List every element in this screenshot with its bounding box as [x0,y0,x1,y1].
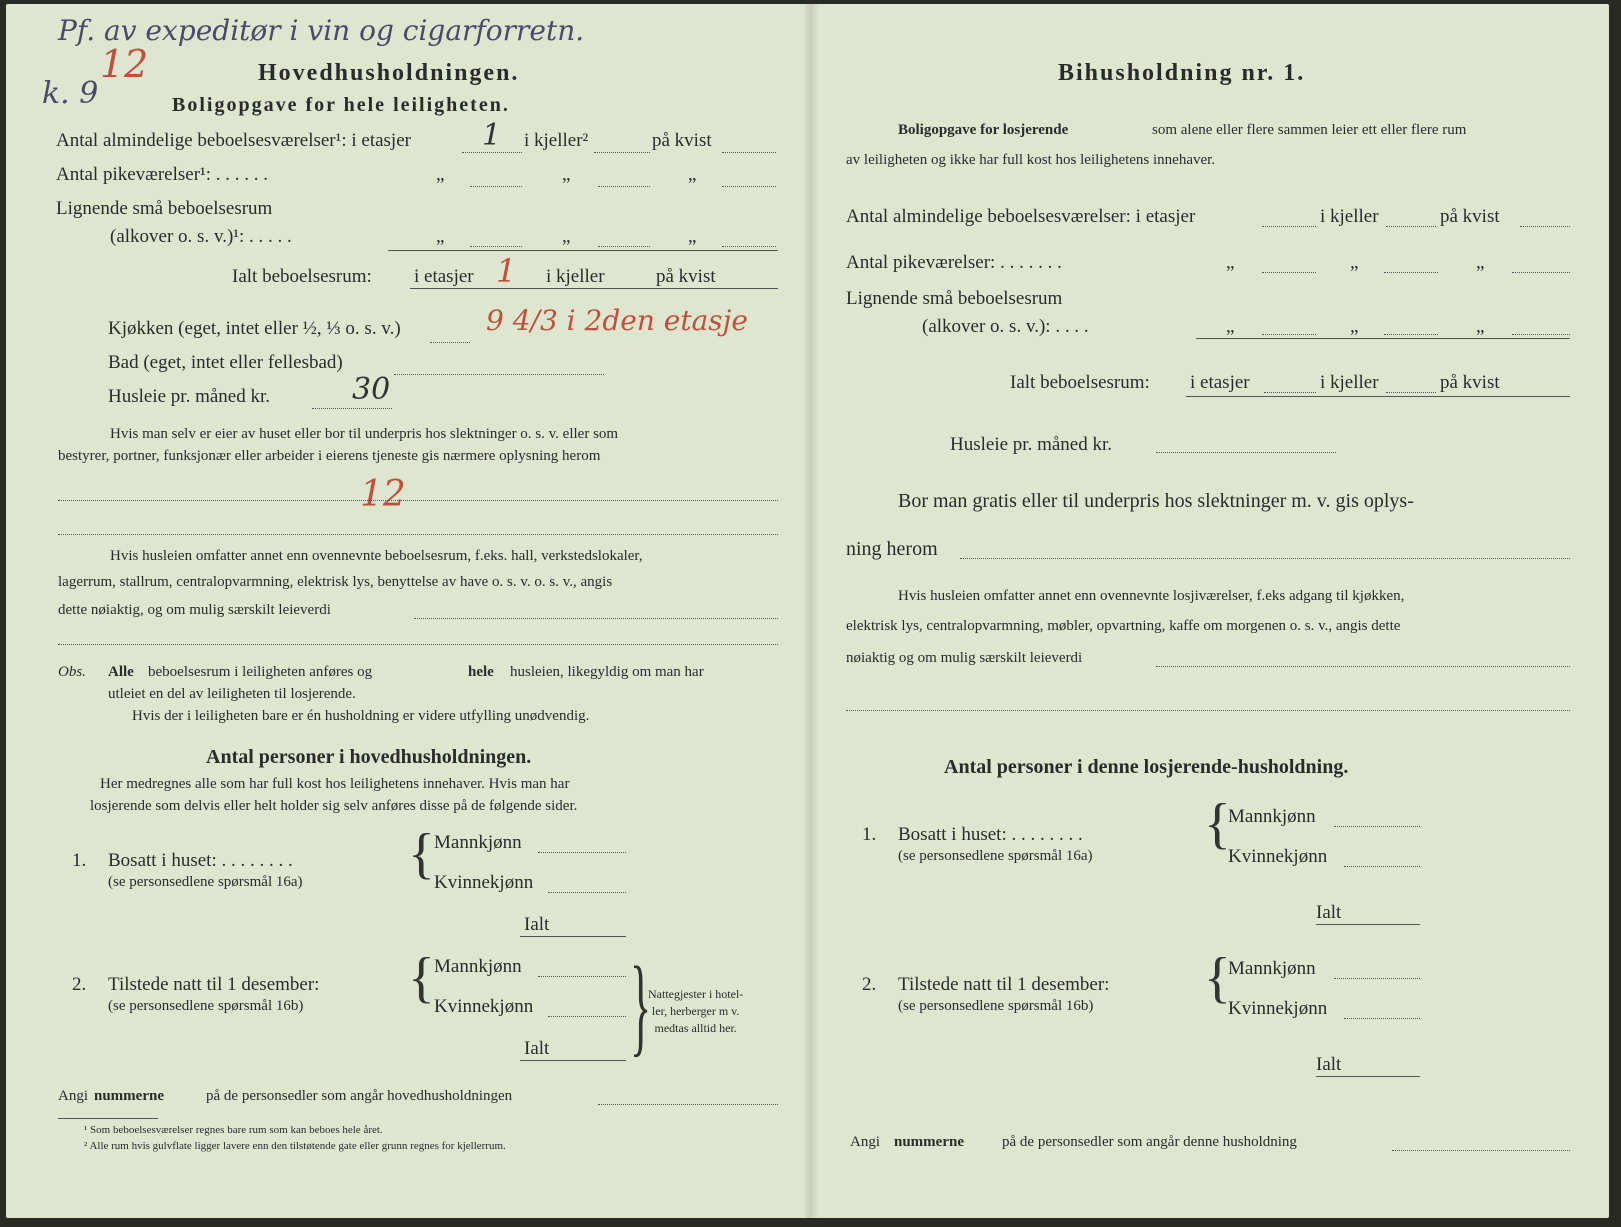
quote-mark: „ [688,164,697,185]
q1-male-field[interactable] [538,852,626,853]
right-rooms-kjeller-field[interactable] [1386,226,1436,227]
q1-number: 1. [72,850,87,871]
right-q2-male-field[interactable] [1334,978,1420,979]
right-total-etasjer-field[interactable] [1264,392,1316,393]
q1-female-field[interactable] [548,892,626,893]
persons-text-line1: Her medregnes alle som har full kost hos leilighetens innehaver. Hvis man har [100,776,570,792]
quote-mark: „ [436,164,445,185]
similar-etasjer-field[interactable] [470,246,522,247]
q2-number: 2. [72,974,87,995]
right-q2-label: Tilstede natt til 1 desember: [898,974,1110,995]
extra-field-line2[interactable] [58,644,778,645]
right-numbers-label-c: på de personsedler som angår denne husholdning [1002,1134,1297,1150]
right-q1-female-field[interactable] [1344,866,1420,867]
q2-female-field[interactable] [548,1016,626,1017]
night-note-line2: ler, herberger m v. [651,1004,740,1018]
right-extra-text-line2: elektrisk lys, centralopvarmning, møbler, opvartning, kaffe om morgenen o. s. v., angis dette [846,618,1401,634]
kitchen-label: Kjøkken (eget, intet eller ½, ⅓ o. s. v.) [108,318,401,339]
obs-text-part: husleien, likegyldig om man har [510,664,704,680]
total-rooms-label: Ialt beboelsesrum: [232,266,372,287]
right-rent-label: Husleie pr. måned kr. [950,434,1112,455]
handwritten-rooms-etasjer: 1 [482,118,502,153]
handwritten-red-number: 12 [100,42,149,86]
right-q1-number: 1. [862,824,877,845]
quote-mark: „ [1226,252,1235,273]
right-q2-total-label: Ialt [1316,1054,1342,1075]
handwritten-rent: 30 [352,372,391,407]
right-rooms-kvist-field[interactable] [1520,226,1570,227]
kitchen-field[interactable] [430,342,470,343]
rooms-kjeller-label: i kjeller² [524,130,589,151]
quote-mark: „ [1476,252,1485,273]
similar-rooms-sublabel: (alkover o. s. v.)¹: . . . . . [110,226,292,247]
right-q2-sublabel: (se personsedlene spørsmål 16b) [898,998,1094,1014]
right-numbers-label-bold: nummerne [894,1134,964,1150]
extra-text-line1: Hvis husleien omfatter annet enn ovennevnte beboelsesrum, f.eks. hall, verkstedslokaler, [110,548,643,564]
brace: { [408,823,435,885]
total-etasjer-label: i etasjer [414,266,474,287]
obs-text-line2: utleiet en del av leiligheten til losjerende. [108,686,356,702]
q1-sublabel: (se personsedlene spørsmål 16a) [108,874,303,890]
rooms-kvist-label: på kvist [652,130,712,151]
right-rooms-label: Antal almindelige beboelsesværelser: i etasjer [846,206,1196,227]
handwritten-k-number: k. 9 [42,76,99,111]
brace: { [1204,947,1231,1009]
right-similar-kjeller-field[interactable] [1384,334,1438,335]
right-q1-male-label: Mannkjønn [1228,806,1316,827]
owner-text-line1: Hvis man selv er eier av huset eller bor til underpris hos slektninger o. s. v. eller som [110,426,619,442]
right-total-kvist-label: på kvist [1440,372,1500,393]
night-note-line1: Nattegjester i hotel- [648,987,744,1001]
intro-text: som alene eller flere sammen leier ett eller flere rum [1152,122,1467,138]
right-numbers-field[interactable] [1392,1150,1570,1151]
right-rooms-kjeller-label: i kjeller [1320,206,1379,227]
right-total-label: Ialt beboelsesrum: [1010,372,1150,393]
obs-text-part: beboelsesrum i leiligheten anføres og [148,664,373,680]
sum-rule [388,250,778,251]
right-total-etasjer-label: i etasjer [1190,372,1250,393]
right-extra-text-line1: Hvis husleien omfatter annet enn ovennevnte losjiværelser, f.eks adgang til kjøkken, [898,588,1405,604]
quote-mark: „ [562,226,571,247]
footnote-2: ² Alle rum hvis gulvflate ligger lavere enn den tilstøtende gate eller grunn regnes for kjellerrum. [84,1140,506,1152]
right-extra-field-line2[interactable] [846,710,1570,711]
q2-total-field[interactable] [520,1060,626,1061]
right-maid-label: Antal pikeværelser: . . . . . . . [846,252,1062,273]
right-q2-male-label: Mannkjønn [1228,958,1316,979]
right-total-underline [1186,396,1570,397]
total-kjeller-label: i kjeller [546,266,605,287]
owner-field-line2[interactable] [58,534,778,535]
right-q1-male-field[interactable] [1334,826,1420,827]
handwritten-kitchen-note: 9 4/3 i 2den etasje [486,304,748,337]
right-similar-etasjer-field[interactable] [1262,334,1316,335]
quote-mark: „ [1350,316,1359,337]
right-similar-kvist-field[interactable] [1512,334,1570,335]
right-similar-label: Lignende små beboelsesrum [846,288,1063,309]
obs-bold-hele: hele [468,664,494,680]
numbers-field[interactable] [598,1104,778,1105]
right-q2-total-field[interactable] [1316,1076,1420,1077]
right-sum-rule [1196,338,1570,339]
q1-label: Bosatt i huset: . . . . . . . . [108,850,293,871]
persons-title: Antal personer i hovedhusholdningen. [206,746,532,768]
right-q2-female-field[interactable] [1344,1018,1420,1019]
persons-text-line2: losjerende som delvis eller helt holder sig selv anføres disse på de følgende sider. [90,798,578,814]
rent-label: Husleie pr. måned kr. [108,386,270,407]
quote-mark: „ [436,226,445,247]
similar-rooms-label: Lignende små beboelsesrum [56,198,273,219]
obs-text-line3: Hvis der i leiligheten bare er én husholdning er videre utfylling unødvendig. [132,708,590,724]
handwritten-total-etasjer: 1 [496,252,517,290]
rooms-kjeller-field[interactable] [594,152,650,153]
maid-rooms-label: Antal pikeværelser¹: . . . . . . [56,164,269,185]
handwritten-owner-note: 12 [360,474,406,515]
night-guests-note [648,986,743,1037]
quote-mark: „ [1476,316,1485,337]
q2-label: Tilstede natt til 1 desember: [108,974,320,995]
intro-bold: Boligopgave for losjerende [898,122,1069,138]
intro-text-line2: av leiligheten og ikke har full kost hos leilighetens innehaver. [846,152,1216,168]
right-q1-label: Bosatt i huset: . . . . . . . . [898,824,1083,845]
extra-field-line1[interactable] [414,618,778,619]
owner-text-line2: bestyrer, portner, funksjonær eller arbeider i eierens tjeneste gis nærmere oplysning herom [58,448,601,464]
page-fold [805,4,819,1218]
right-q1-total-field[interactable] [1316,924,1420,925]
footnote-rule [58,1118,158,1119]
rooms-kvist-field[interactable] [722,152,776,153]
q1-total-label: Ialt [524,914,550,935]
right-q1-female-label: Kvinnekjønn [1228,846,1328,867]
right-q1-total-label: Ialt [1316,902,1342,923]
right-similar-sublabel: (alkover o. s. v.): . . . . [922,316,1089,337]
quote-mark: „ [1226,316,1235,337]
owner-field-line1[interactable] [58,500,778,501]
bath-field[interactable] [394,374,604,375]
gratis-text-line2: ning herom [846,538,938,560]
q1-total-field[interactable] [520,936,626,937]
right-persons-title: Antal personer i denne losjerende-husholdning. [944,756,1349,778]
maid-kjeller-field[interactable] [598,186,650,187]
right-rooms-etasjer-field[interactable] [1262,226,1316,227]
right-page-title: Bihusholdning nr. 1. [1058,60,1306,86]
night-note-line3: medtas alltid her. [654,1021,737,1035]
brace: { [1204,793,1231,855]
numbers-label-a: Angi [58,1088,88,1104]
extra-text-line3: dette nøiaktig, og om mulig særskilt leieverdi [58,602,331,618]
gratis-field[interactable] [960,558,1570,559]
closing-brace: } [630,944,652,1066]
q2-male-field[interactable] [538,976,626,977]
right-maid-kjeller-field[interactable] [1384,272,1438,273]
brace: { [408,947,435,1009]
right-maid-etasjer-field[interactable] [1262,272,1316,273]
page-subtitle: Boligopgave for hele leiligheten. [172,94,510,116]
quote-mark: „ [562,164,571,185]
gratis-text-line1: Bor man gratis eller til underpris hos slektninger m. v. gis oplys- [898,490,1414,512]
total-underline [410,288,778,289]
right-q1-sublabel: (se personsedlene spørsmål 16a) [898,848,1093,864]
quote-mark: „ [688,226,697,247]
quote-mark: „ [1350,252,1359,273]
right-numbers-label-a: Angi [850,1134,880,1150]
q2-sublabel: (se personsedlene spørsmål 16b) [108,998,304,1014]
page-title: Hovedhusholdningen. [258,60,520,86]
obs-bold-alle: Alle [108,664,134,680]
right-extra-field-line1[interactable] [1156,666,1570,667]
numbers-label-bold: nummerne [94,1088,164,1104]
handwritten-top-note: Pf. av expeditør i vin og cigarforretn. [58,14,585,47]
maid-etasjer-field[interactable] [470,186,522,187]
right-total-kjeller-label: i kjeller [1320,372,1379,393]
right-total-kjeller-field[interactable] [1386,392,1436,393]
obs-label: Obs. [58,664,86,680]
q2-male-label: Mannkjønn [434,956,522,977]
q1-male-label: Mannkjønn [434,832,522,853]
maid-kvist-field[interactable] [722,186,776,187]
q2-total-label: Ialt [524,1038,550,1059]
right-rent-field[interactable] [1156,452,1336,453]
right-rooms-kvist-label: på kvist [1440,206,1500,227]
extra-text-line2: lagerrum, stallrum, centralopvarmning, elektrisk lys, benyttelse av have o. s. v. o. s. v., angis [58,574,613,590]
right-q2-female-label: Kvinnekjønn [1228,998,1328,1019]
right-maid-kvist-field[interactable] [1512,272,1570,273]
total-kvist-label: på kvist [656,266,716,287]
q2-female-label: Kvinnekjønn [434,996,534,1017]
similar-kvist-field[interactable] [722,246,776,247]
footnote-1: ¹ Som beboelsesværelser regnes bare rum som kan beboes hele året. [84,1124,383,1136]
right-q2-number: 2. [862,974,877,995]
similar-kjeller-field[interactable] [598,246,650,247]
rooms-label: Antal almindelige beboelsesværelser¹: i etasjer [56,130,411,151]
right-extra-text-line3: nøiaktig og om mulig særskilt leieverdi [846,650,1083,666]
numbers-label-c: på de personsedler som angår hovedhusholdningen [206,1088,513,1104]
bath-label: Bad (eget, intet eller fellesbad) [108,352,343,373]
q1-female-label: Kvinnekjønn [434,872,534,893]
rent-field[interactable] [312,408,392,409]
